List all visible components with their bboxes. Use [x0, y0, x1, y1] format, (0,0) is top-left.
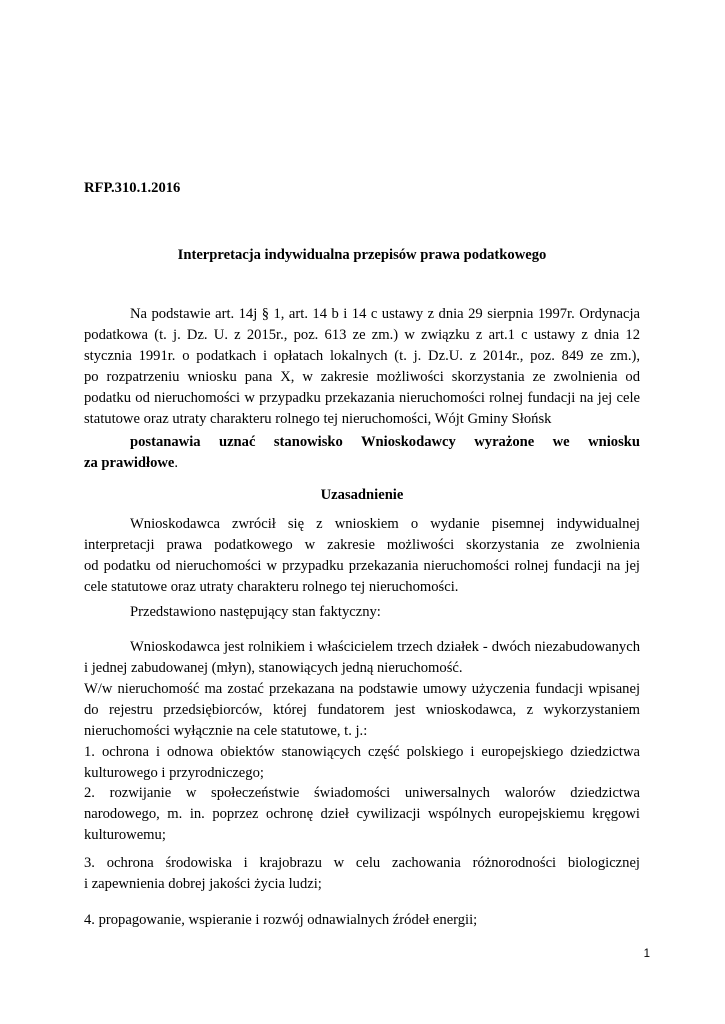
facts-line: W/w nieruchomość ma zostać przekazana na podstawie umowy użyczenia fundacji wpisanej — [84, 681, 640, 697]
list-item-3-line: 3. ochrona środowiska i krajobrazu w celu zachowania różnorodności biologicznej — [84, 855, 640, 871]
facts-intro: Przedstawiono następujący stan faktyczny: — [130, 604, 381, 620]
list-item-3 — [84, 853, 640, 895]
document-title: Interpretacja indywidualna przepisów prawa podatkowego — [177, 247, 547, 263]
list-item-3-line: i zapewnienia dobrej jakości życia ludzi; — [84, 876, 322, 892]
list-item-4: 4. propagowanie, wspieranie i rozwój odnawialnych źródeł energii; — [84, 912, 478, 928]
facts-line: do rejestru przedsiębiorców, której fundatorem jest wnioskodawca, z wykorzystaniem — [84, 702, 640, 718]
intro-line: podatkowa (t. j. Dz. U. z 2015r., poz. 613 ze zm.) w związku z art.1 c ustawy z dnia 12 — [84, 327, 640, 343]
facts-paragraph — [84, 637, 640, 784]
intro-line: po rozpatrzeniu wniosku pana X, w zakresie możliwości skorzystania ze zwolnienia od — [84, 369, 640, 385]
intro-line: statutowe oraz utraty charakteru rolnego tej nieruchomości, Wójt Gminy Słońsk — [84, 411, 552, 427]
intro-line: stycznia 1991r. o podatkach i opłatach lokalnych (t. j. Dz.U. z 2014r., poz. 849 ze zm.), — [84, 348, 640, 364]
intro-line: Na podstawie art. 14j § 1, art. 14 b i 14 c ustawy z dnia 29 sierpnia 1997r. Ordynacja — [130, 306, 640, 322]
list-item-1-cont: kulturowego i przyrodniczego; — [84, 765, 264, 781]
list-item-2-line: 2. rozwijanie w społeczeństwie świadomości uniwersalnych walorów dziedzictwa — [84, 785, 640, 801]
facts-line: nieruchomości wyłącznie na cele statutowe, t. j.: — [84, 723, 368, 739]
justification-paragraph — [84, 514, 640, 598]
list-item-2-line: kulturowemu; — [84, 827, 166, 843]
page-number: 1 — [643, 948, 650, 960]
decision-paragraph — [84, 432, 640, 474]
justification-line: interpretacji prawa podatkowego w zakresie możliwości skorzystania ze zwolnienia — [84, 537, 640, 553]
justification-line: Wnioskodawca zwrócił się z wnioskiem o wydanie pisemnej indywidualnej — [130, 516, 640, 532]
intro-line: podatku od nieruchomości w przypadku przekazania nieruchomości rolnej fundacji na jej cele — [84, 390, 640, 406]
decision-line: postanawia uznać stanowisko Wnioskodawcy wyrażone we wniosku — [130, 434, 640, 450]
decision-period: . — [174, 455, 179, 471]
section-heading: Uzasadnienie — [320, 487, 404, 503]
intro-paragraph — [84, 304, 640, 430]
facts-line: i jednej zabudowanej (młyn), stanowiących jedną nieruchomość. — [84, 660, 463, 676]
decision-verdict: za prawidłowe — [84, 455, 175, 471]
reference-number: RFP.310.1.2016 — [84, 180, 181, 196]
list-item-2-line: narodowego, m. in. poprzez ochronę dzieł cywilizacji wspólnych europejskiemu kręgowi — [84, 806, 640, 822]
list-item-1: 1. ochrona i odnowa obiektów stanowiących część polskiego i europejskiego dziedzictwa — [84, 744, 640, 760]
justification-line: od podatku od nieruchomości w przypadku przekazania nieruchomości rolnej fundacji na jej — [84, 558, 640, 574]
facts-line: Wnioskodawca jest rolnikiem i właścicielem trzech działek - dwóch niezabudowanych — [130, 639, 640, 655]
list-item-2 — [84, 783, 640, 846]
justification-line: cele statutowe oraz utraty charakteru rolnego tej nieruchomości. — [84, 579, 459, 595]
